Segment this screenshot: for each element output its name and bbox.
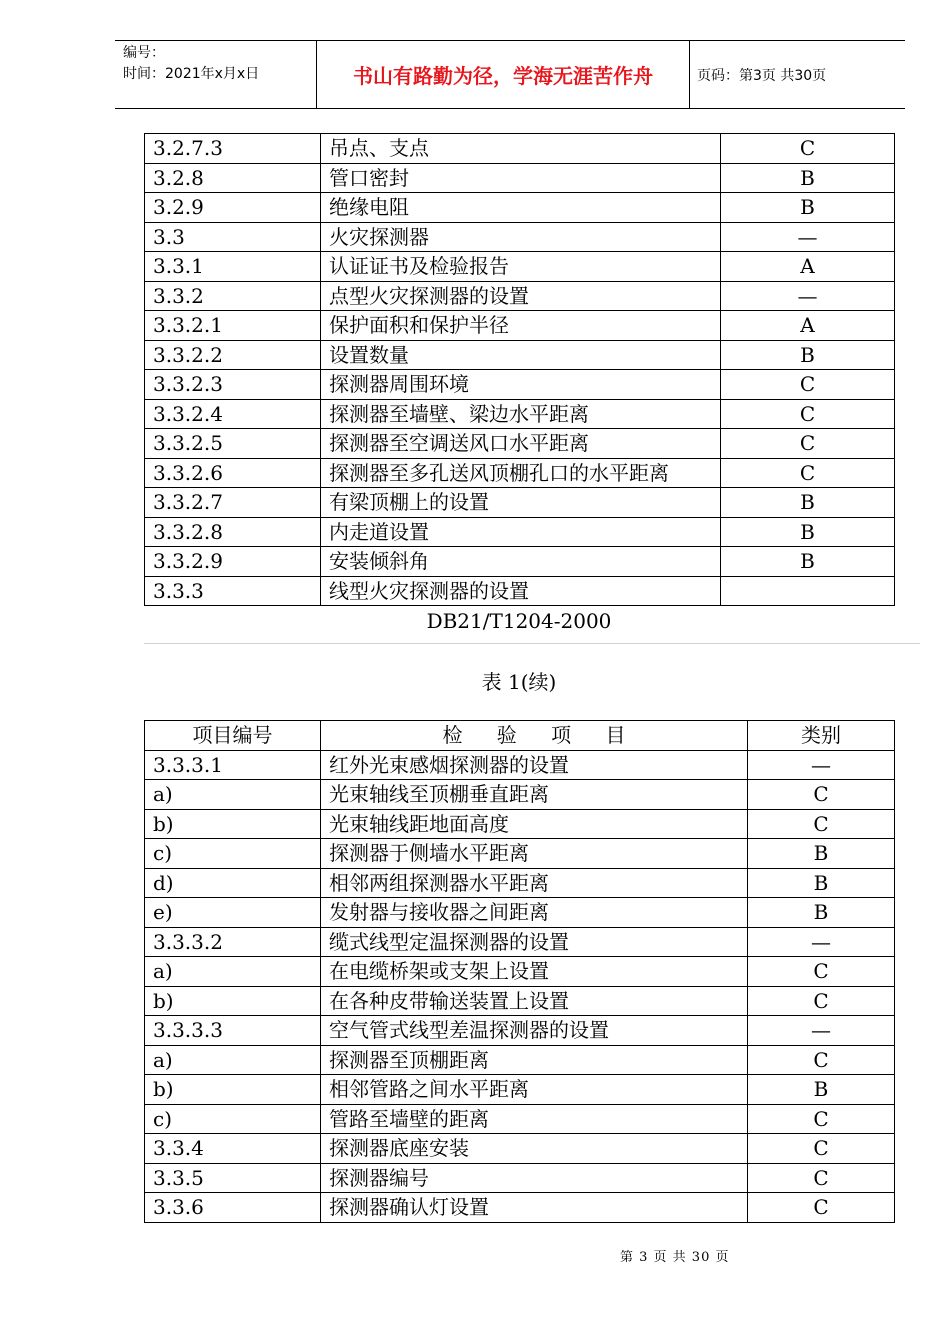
item-code-cell: b) [145,1075,321,1105]
item-name-cell: 吊点、支点 [321,134,721,164]
table-row [145,986,895,1016]
category-cell: C [748,1104,895,1134]
item-name-cell: 探测器至墙壁、梁边水平距离 [321,399,721,429]
item-code-cell: 3.2.7.3 [145,134,321,164]
category-cell: B [721,547,895,577]
item-code-cell: 3.3 [145,222,321,252]
item-name-cell: 红外光束感烟探测器的设置 [321,750,748,780]
category-cell: C [721,429,895,459]
item-code-cell: 3.3.2.4 [145,399,321,429]
table-row [145,399,895,429]
item-name-cell: 探测器至多孔送风顶棚孔口的水平距离 [321,458,721,488]
table-row [145,1104,895,1134]
item-name-cell: 认证证书及检验报告 [321,252,721,282]
item-code-cell: d) [145,868,321,898]
page-footer: 第 3 页 共 30 页 [620,1250,730,1265]
item-code-cell: a) [145,780,321,810]
category-cell: C [721,370,895,400]
category-cell: — [748,927,895,957]
table-row [145,517,895,547]
page-divider [144,643,920,644]
item-code-cell: 3.3.3.2 [145,927,321,957]
time-label: 时间：2021年x月x日 [123,66,260,82]
category-cell: — [721,281,895,311]
item-name-cell: 光束轴线距地面高度 [321,809,748,839]
category-cell: A [721,311,895,341]
header-item: 检 验 项 目 [321,721,748,751]
item-code-cell: c) [145,1104,321,1134]
item-name-cell: 火灾探测器 [321,222,721,252]
table-row [145,576,895,606]
standard-code: DB21/T1204-2000 [426,609,612,633]
item-name-cell: 在各种皮带输送装置上设置 [321,986,748,1016]
item-code-cell: 3.3.2.9 [145,547,321,577]
category-cell: C [721,134,895,164]
category-cell: C [748,809,895,839]
table-row [145,488,895,518]
category-cell: C [748,1045,895,1075]
table-row [145,1016,895,1046]
item-name-cell: 缆式线型定温探测器的设置 [321,927,748,957]
item-name-cell: 绝缘电阻 [321,193,721,223]
category-cell [721,576,895,606]
header-code: 项目编号 [145,721,321,751]
item-code-cell: a) [145,957,321,987]
category-cell: A [721,252,895,282]
item-name-cell: 探测器底座安装 [321,1134,748,1164]
category-cell: B [721,517,895,547]
category-cell: B [721,488,895,518]
table-row [145,839,895,869]
item-name-cell: 发射器与接收器之间距离 [321,898,748,928]
category-cell: C [748,957,895,987]
item-name-cell: 相邻管路之间水平距离 [321,1075,748,1105]
inspection-table-part2 [144,720,895,1223]
category-cell: — [721,222,895,252]
item-name-cell: 探测器至顶棚距离 [321,1045,748,1075]
item-code-cell: b) [145,986,321,1016]
table-row [145,868,895,898]
category-cell: C [721,399,895,429]
table-row [145,547,895,577]
table-row [145,222,895,252]
table-row [145,193,895,223]
item-code-cell: e) [145,898,321,928]
category-cell: C [748,1193,895,1223]
category-cell: — [748,750,895,780]
item-name-cell: 保护面积和保护半径 [321,311,721,341]
item-code-cell: 3.3.4 [145,1134,321,1164]
table-row [145,311,895,341]
table-row [145,370,895,400]
item-code-cell: 3.3.2 [145,281,321,311]
category-cell: B [748,898,895,928]
header-category: 类别 [748,721,895,751]
item-code-cell: 3.3.2.5 [145,429,321,459]
table-row [145,898,895,928]
category-cell: B [748,839,895,869]
category-cell: C [721,458,895,488]
item-code-cell: 3.3.3.1 [145,750,321,780]
item-code-cell: a) [145,1045,321,1075]
item-code-cell: 3.3.5 [145,1163,321,1193]
item-code-cell: 3.2.9 [145,193,321,223]
category-cell: C [748,780,895,810]
item-name-cell: 安装倾斜角 [321,547,721,577]
table-header-row [145,721,895,751]
item-code-cell: 3.3.6 [145,1193,321,1223]
category-cell: B [721,163,895,193]
table-row [145,1163,895,1193]
item-name-cell: 管口密封 [321,163,721,193]
item-code-cell: 3.2.8 [145,163,321,193]
inspection-table-part1 [144,133,895,606]
header-meta [123,43,318,85]
item-name-cell: 探测器至空调送风口水平距离 [321,429,721,459]
item-name-cell: 管路至墙壁的距离 [321,1104,748,1134]
category-cell: C [748,986,895,1016]
page-header [115,40,905,109]
table-row [145,780,895,810]
category-cell: B [721,340,895,370]
table-row [145,281,895,311]
category-cell: B [721,193,895,223]
item-name-cell: 有梁顶棚上的设置 [321,488,721,518]
table-row [145,927,895,957]
header-motto: 书山有路勤为径，学海无涯苦作舟 [316,41,690,108]
item-code-cell: 3.3.2.6 [145,458,321,488]
category-cell: B [748,1075,895,1105]
item-name-cell: 探测器确认灯设置 [321,1193,748,1223]
item-name-cell: 光束轴线至顶棚垂直距离 [321,780,748,810]
item-name-cell: 设置数量 [321,340,721,370]
item-name-cell: 探测器周围环境 [321,370,721,400]
item-name-cell: 探测器于侧墙水平距离 [321,839,748,869]
table-row [145,1075,895,1105]
table-row [145,957,895,987]
table-row [145,750,895,780]
table-row [145,809,895,839]
table-row [145,252,895,282]
item-code-cell: 3.3.2.7 [145,488,321,518]
item-code-cell: 3.3.2.3 [145,370,321,400]
table-row [145,1045,895,1075]
item-code-cell: c) [145,839,321,869]
item-name-cell: 内走道设置 [321,517,721,547]
item-code-cell: 3.3.2.2 [145,340,321,370]
item-name-cell: 空气管式线型差温探测器的设置 [321,1016,748,1046]
item-name-cell: 点型火灾探测器的设置 [321,281,721,311]
item-name-cell: 线型火灾探测器的设置 [321,576,721,606]
item-code-cell: 3.3.2.1 [145,311,321,341]
header-page-info: 页码：第3页 共30页 [697,67,827,84]
item-code-cell: b) [145,809,321,839]
number-label: 编号： [123,45,165,61]
table-row [145,1193,895,1223]
category-cell: — [748,1016,895,1046]
table-row [145,340,895,370]
item-code-cell: 3.3.3.3 [145,1016,321,1046]
item-name-cell: 探测器编号 [321,1163,748,1193]
table-row [145,163,895,193]
item-code-cell: 3.3.2.8 [145,517,321,547]
table-caption: 表 1(续) [481,670,557,694]
category-cell: B [748,868,895,898]
item-name-cell: 相邻两组探测器水平距离 [321,868,748,898]
item-code-cell: 3.3.3 [145,576,321,606]
table-row [145,429,895,459]
table-row [145,458,895,488]
table-row [145,134,895,164]
item-name-cell: 在电缆桥架或支架上设置 [321,957,748,987]
category-cell: C [748,1163,895,1193]
item-code-cell: 3.3.1 [145,252,321,282]
table-row [145,1134,895,1164]
category-cell: C [748,1134,895,1164]
